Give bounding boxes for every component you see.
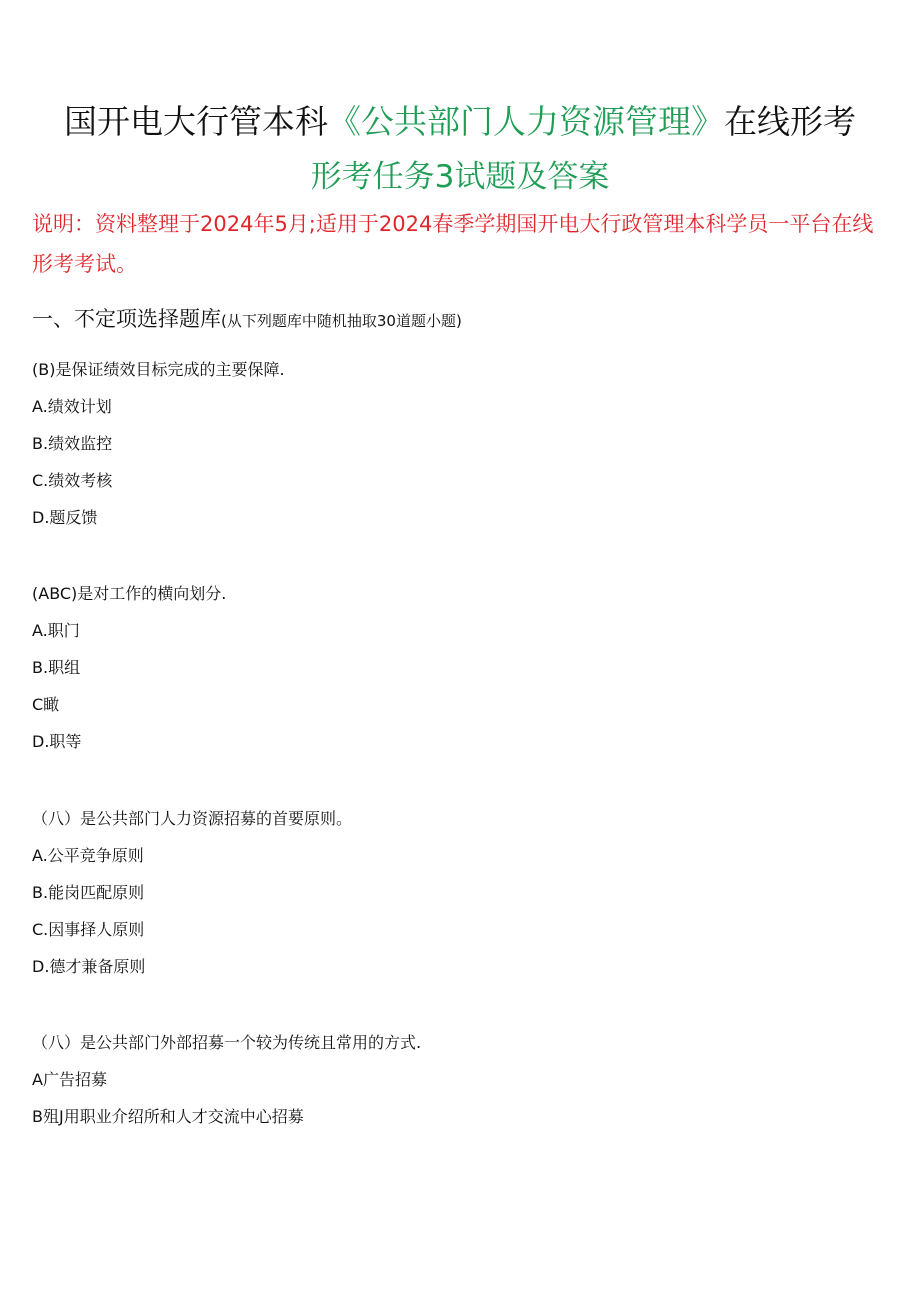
section-heading (32, 302, 462, 338)
question-option: D.德才兼备原则 (32, 957, 146, 976)
question-stem: (B)是保证绩效目标完成的主要保障. (32, 360, 285, 379)
question-option: A.职门 (32, 621, 80, 640)
question-stem: （八）是公共部门人力资源招募的首要原则。 (32, 809, 353, 828)
question-option: C瞰 (32, 695, 60, 714)
question-block (32, 583, 892, 768)
question-block (32, 808, 892, 993)
question-option: A.绩效计划 (32, 397, 112, 416)
question-option: B.职组 (32, 658, 81, 677)
document-subtitle: 形考任务3试题及答案 (310, 159, 610, 195)
document-title (0, 98, 920, 146)
title-course-name: 《公共部门人力资源管理》 (328, 102, 724, 141)
question-option: C.因事择人原则 (32, 920, 145, 939)
title-prefix: 国开电大行管本科 (64, 102, 328, 141)
question-option: D.职等 (32, 732, 82, 751)
question-option: B.绩效监控 (32, 434, 113, 453)
question-block (32, 359, 892, 544)
title-suffix: 在线形考 (724, 102, 856, 141)
document-note: 说明：资料整理于2024年5月;适用于2024春季学期国开电大行政管理本科学员一平台在线形考考试。 (32, 212, 874, 276)
question-option: B.能岗匹配原则 (32, 883, 145, 902)
question-stem: (ABC)是对工作的横向划分. (32, 584, 227, 603)
question-option: C.绩效考核 (32, 471, 113, 490)
question-block (32, 1032, 892, 1143)
question-option: A广告招募 (32, 1070, 107, 1089)
question-option: D.题反馈 (32, 508, 98, 527)
section-subnote: (从下列题库中随机抽取30道题小题) (221, 312, 462, 330)
section-title: 一、不定项选择题库 (32, 307, 221, 331)
question-option: B殂J用职业介绍所和人才交流中心招募 (32, 1107, 304, 1126)
question-option: A.公平竞争原则 (32, 846, 144, 865)
question-stem: （八）是公共部门外部招募一个较为传统且常用的方式. (32, 1033, 422, 1052)
